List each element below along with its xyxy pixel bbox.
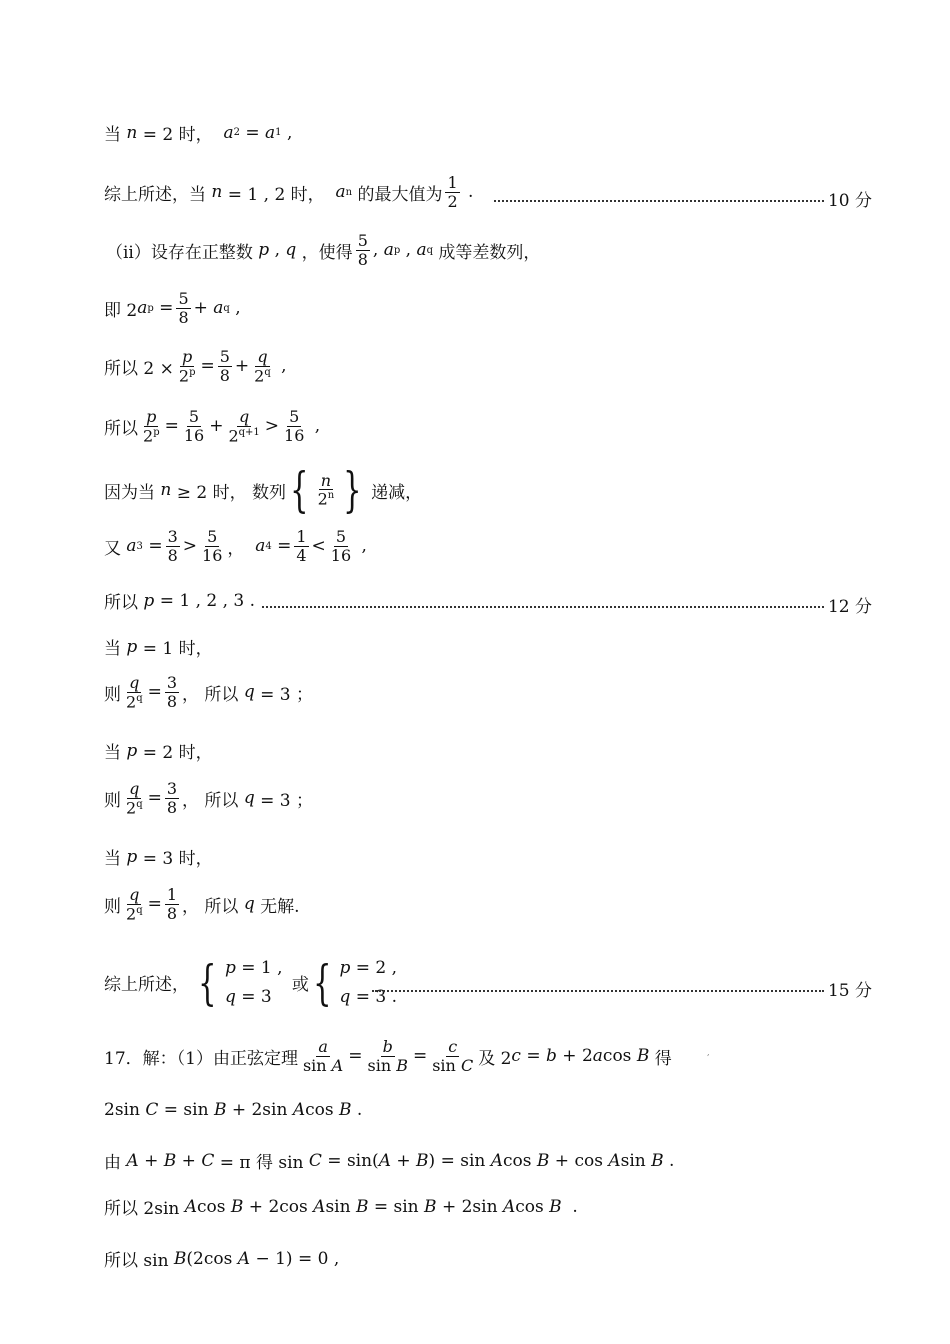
line-19: 由 A + B + C = π 得 sin C = sin( A + B ) = sin A cos B + cos A sin B .: [104, 1150, 675, 1173]
score-12: 12 分: [827, 597, 872, 617]
line-7: 因为当 n ≥ 2 时， 数列 { $\frac{n}{2^n}$ } 递减，: [104, 462, 423, 518]
line-8: 又 a 3 = $\frac{3}{8}$ > $\frac{5}{16}$ ， a 4 = $\frac{1}{4}$ < $\frac{5}{16}$ ,: [104, 527, 367, 565]
line-3: （ii）设存在正整数 p , q ，使得 $\frac{5}{8}$ , a p , a q 成等差数列，: [106, 231, 541, 269]
line-10: 当 p = 1 时，: [104, 636, 213, 659]
line-5: 所以 2 × $\frac{p}{2^p}$ = $\frac{5}{8}$ + $\frac{q}{2^q}$ ,: [104, 347, 287, 385]
line-4: 即 2 a p = $\frac{5}{8}$ + a q ,: [104, 289, 241, 327]
line-6: 所以 $\frac{p}{2^p}$ = $\frac{5}{16}$ + $\frac{q}{2^{q+1}}$ > $\frac{5}{16}$ ,: [104, 407, 321, 445]
line-9: 所以 p = 1 , 2 , 3 .: [104, 590, 256, 613]
line-12: 当 p = 2 时，: [104, 740, 213, 763]
line-1: 当 n = 2 时， a 2 = a 1 ,: [104, 122, 293, 145]
scan-mark: ,: [707, 1048, 710, 1057]
line-17: 17．解：（1）由正弦定理 $\frac{a}{\text{sin A}}$ = $\frac{b}{\text{sin B}}$ = $\frac{c}{\text{sin C}}$ 及 2 c = b + 2 a cos B 得: [104, 1037, 672, 1075]
score-10: 10 分: [827, 191, 872, 211]
line-11: 则 $\frac{q}{2^q}$ = $\frac{3}{8}$ ， 所以 q = 3 ；: [104, 673, 314, 711]
leader-dots: [262, 606, 824, 608]
line-2: 综上所述，当 n = 1 , 2 时， a n 的最大值为 $\frac{1}{2}$ .: [104, 173, 474, 211]
leader-dots: [372, 990, 824, 992]
line-13: 则 $\frac{q}{2^q}$ = $\frac{3}{8}$ ， 所以 q = 3 ；: [104, 779, 314, 817]
line-14: 当 p = 3 时，: [104, 846, 213, 869]
line-15: 则 $\frac{q}{2^q}$ = $\frac{1}{8}$ ， 所以 q 无解.: [104, 885, 300, 923]
line-21: 所以 sin B (2cos A − 1) = 0 ,: [104, 1248, 340, 1271]
line-16: 综上所述， { p = 1 , q = 3 或 { p = 2 , q = 3 .: [104, 954, 398, 1011]
line-20: 所以 2sin A cos B + 2cos A sin B = sin B + 2sin A cos B .: [104, 1196, 578, 1219]
score-15: 15 分: [827, 981, 872, 1001]
leader-dots: [494, 200, 824, 202]
line-18: 2sin C = sin B + 2sin A cos B .: [104, 1100, 363, 1120]
